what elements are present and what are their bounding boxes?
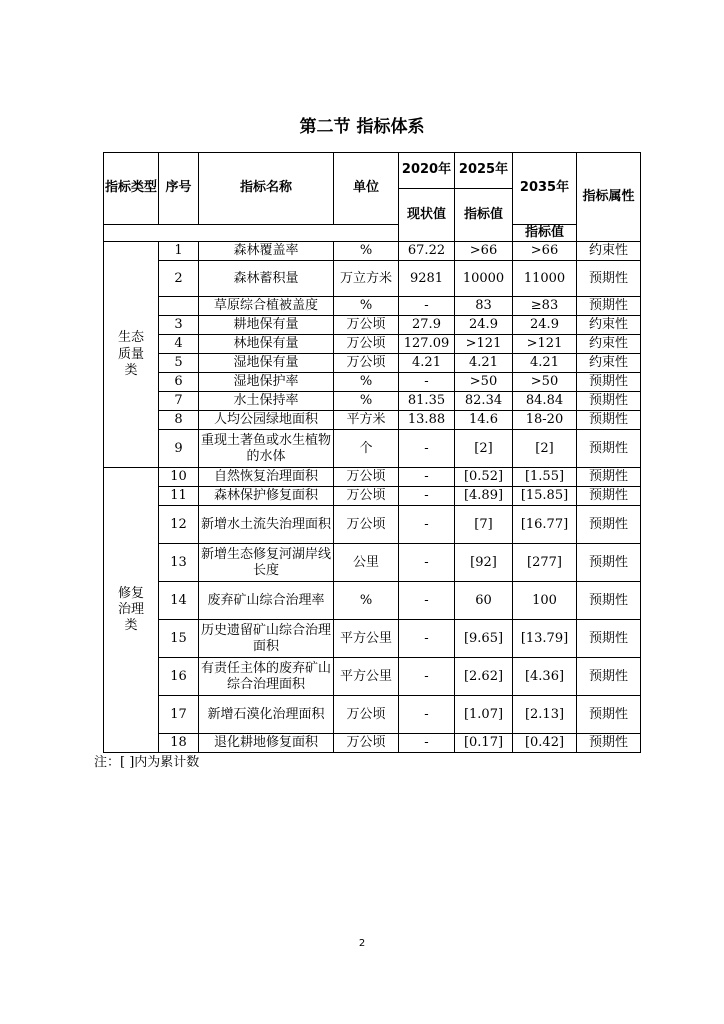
footnote: 注：[ ]内为累计数 [94,755,200,770]
cell-unit: % [334,242,399,261]
cell-seq: 5 [159,354,199,373]
cell-v2035: 11000 [513,261,577,297]
header-row [104,153,641,189]
cell-name: 湿地保护率 [199,373,334,392]
cell-seq: 11 [159,487,199,506]
indicator-table-body [104,153,641,753]
cell-attr: 预期性 [577,411,641,430]
cell-unit: 万公顷 [334,487,399,506]
cell-v2020: - [399,544,455,582]
cell-v2020: 4.21 [399,354,455,373]
cell-v2025: 83 [455,297,513,316]
cell-name: 新增水土流失治理面积 [199,506,334,544]
cell-v2020: - [399,506,455,544]
cell-v2020: 81.35 [399,392,455,411]
group-label: 修复治理类 [104,468,159,753]
cell-seq: 12 [159,506,199,544]
table-row [104,261,641,297]
cell-v2025: [0.17] [455,734,513,753]
cell-seq: 3 [159,316,199,335]
cell-unit: 平方公里 [334,658,399,696]
header-2035: 2035年 [513,153,577,225]
cell-v2020: - [399,297,455,316]
cell-v2035: ≥83 [513,297,577,316]
cell-v2035: [2.13] [513,696,577,734]
cell-seq: 10 [159,468,199,487]
header-2035-sub: 指标值 [513,225,577,242]
cell-unit: 万公顷 [334,316,399,335]
cell-v2025: 82.34 [455,392,513,411]
cell-attr: 预期性 [577,544,641,582]
cell-attr: 预期性 [577,696,641,734]
cell-v2025: [7] [455,506,513,544]
header-spacer-row [104,225,641,242]
cell-unit: % [334,582,399,620]
cell-seq [159,297,199,316]
cell-v2035: 18-20 [513,411,577,430]
cell-name: 有责任主体的废弃矿山综合治理面积 [199,658,334,696]
cell-unit: 万公顷 [334,335,399,354]
cell-attr: 约束性 [577,354,641,373]
cell-name: 水土保持率 [199,392,334,411]
table-row [104,316,641,335]
cell-unit: 万公顷 [334,734,399,753]
cell-unit: % [334,392,399,411]
header-name: 指标名称 [199,153,334,225]
table-row [104,658,641,696]
header-2020: 2020年 [399,153,455,189]
cell-v2020: - [399,468,455,487]
cell-v2025: [2] [455,430,513,468]
table-row [104,373,641,392]
cell-v2020: 13.88 [399,411,455,430]
cell-seq: 7 [159,392,199,411]
cell-attr: 预期性 [577,658,641,696]
header-spacer-cell [104,225,399,242]
table-row [104,582,641,620]
table-row [104,297,641,316]
cell-attr: 预期性 [577,297,641,316]
cell-v2020: - [399,487,455,506]
cell-v2025: [1.07] [455,696,513,734]
cell-v2025: 4.21 [455,354,513,373]
cell-unit: % [334,297,399,316]
table-row [104,411,641,430]
cell-v2035: [1.55] [513,468,577,487]
cell-v2025: [92] [455,544,513,582]
cell-v2020: - [399,696,455,734]
cell-seq: 18 [159,734,199,753]
cell-v2020: - [399,734,455,753]
cell-v2020: 9281 [399,261,455,297]
cell-name: 历史遗留矿山综合治理面积 [199,620,334,658]
cell-unit: 平方米 [334,411,399,430]
cell-seq: 13 [159,544,199,582]
cell-name: 湿地保有量 [199,354,334,373]
cell-attr: 约束性 [577,316,641,335]
cell-v2025: [2.62] [455,658,513,696]
cell-seq: 17 [159,696,199,734]
header-2025-sub: 指标值 [455,189,513,242]
indicator-table [103,152,641,753]
header-2025: 2025年 [455,153,513,189]
cell-v2025: 10000 [455,261,513,297]
cell-unit: 平方公里 [334,620,399,658]
cell-seq: 4 [159,335,199,354]
cell-attr: 预期性 [577,468,641,487]
cell-name: 森林覆盖率 [199,242,334,261]
cell-attr: 预期性 [577,734,641,753]
cell-v2035: >121 [513,335,577,354]
table-row [104,354,641,373]
cell-attr: 预期性 [577,373,641,392]
cell-v2020: 27.9 [399,316,455,335]
cell-v2020: 127.09 [399,335,455,354]
page-number: 2 [358,938,366,949]
cell-unit: 万公顷 [334,468,399,487]
cell-seq: 9 [159,430,199,468]
cell-seq: 14 [159,582,199,620]
cell-v2025: [9.65] [455,620,513,658]
cell-v2025: 24.9 [455,316,513,335]
table-row [104,487,641,506]
cell-v2025: >66 [455,242,513,261]
cell-seq: 1 [159,242,199,261]
table-row [104,544,641,582]
cell-seq: 16 [159,658,199,696]
page-title: 第二节 指标体系 [299,117,425,137]
cell-v2035: [0.42] [513,734,577,753]
cell-name: 森林蓄积量 [199,261,334,297]
cell-v2035: 84.84 [513,392,577,411]
cell-v2025: 14.6 [455,411,513,430]
cell-v2020: - [399,373,455,392]
cell-v2035: 4.21 [513,354,577,373]
cell-v2020: 67.22 [399,242,455,261]
cell-name: 人均公园绿地面积 [199,411,334,430]
cell-v2035: [13.79] [513,620,577,658]
table-row [104,242,641,261]
cell-v2035: [15.85] [513,487,577,506]
cell-unit: 个 [334,430,399,468]
cell-v2035: 100 [513,582,577,620]
cell-attr: 预期性 [577,506,641,544]
cell-v2035: 24.9 [513,316,577,335]
table-row [104,335,641,354]
cell-unit: 万公顷 [334,354,399,373]
table-row [104,430,641,468]
table-row [104,696,641,734]
cell-v2020: - [399,658,455,696]
cell-name: 废弃矿山综合治理率 [199,582,334,620]
cell-v2035: [4.36] [513,658,577,696]
header-attr: 指标属性 [577,153,641,242]
cell-name: 退化耕地修复面积 [199,734,334,753]
cell-v2035: >66 [513,242,577,261]
cell-v2035: [277] [513,544,577,582]
cell-attr: 预期性 [577,261,641,297]
cell-seq: 8 [159,411,199,430]
cell-v2025: >121 [455,335,513,354]
table-row [104,392,641,411]
cell-v2025: [4.89] [455,487,513,506]
cell-seq: 15 [159,620,199,658]
cell-name: 森林保护修复面积 [199,487,334,506]
cell-attr: 预期性 [577,620,641,658]
table-row [104,620,641,658]
cell-unit: 万立方米 [334,261,399,297]
header-seq: 序号 [159,153,199,225]
cell-name: 耕地保有量 [199,316,334,335]
cell-unit: % [334,373,399,392]
cell-attr: 预期性 [577,430,641,468]
cell-unit: 万公顷 [334,696,399,734]
header-unit: 单位 [334,153,399,225]
cell-attr: 预期性 [577,582,641,620]
cell-seq: 2 [159,261,199,297]
header-type: 指标类型 [104,153,159,225]
table-row [104,734,641,753]
cell-name: 新增石漠化治理面积 [199,696,334,734]
cell-v2035: [16.77] [513,506,577,544]
cell-name: 重现土著鱼或水生植物的水体 [199,430,334,468]
table-row [104,506,641,544]
cell-v2020: - [399,620,455,658]
group-label: 生态质量类 [104,242,159,468]
cell-v2020: - [399,582,455,620]
cell-attr: 预期性 [577,392,641,411]
cell-v2025: [0.52] [455,468,513,487]
cell-v2025: 60 [455,582,513,620]
cell-v2020: - [399,430,455,468]
table-row [104,468,641,487]
header-2020-sub: 现状值 [399,189,455,242]
cell-name: 自然恢复治理面积 [199,468,334,487]
cell-v2025: >50 [455,373,513,392]
cell-unit: 万公顷 [334,506,399,544]
cell-name: 草原综合植被盖度 [199,297,334,316]
cell-name: 新增生态修复河湖岸线长度 [199,544,334,582]
cell-attr: 预期性 [577,487,641,506]
cell-attr: 约束性 [577,242,641,261]
cell-unit: 公里 [334,544,399,582]
cell-attr: 约束性 [577,335,641,354]
cell-v2035: [2] [513,430,577,468]
cell-v2035: >50 [513,373,577,392]
cell-name: 林地保有量 [199,335,334,354]
cell-seq: 6 [159,373,199,392]
